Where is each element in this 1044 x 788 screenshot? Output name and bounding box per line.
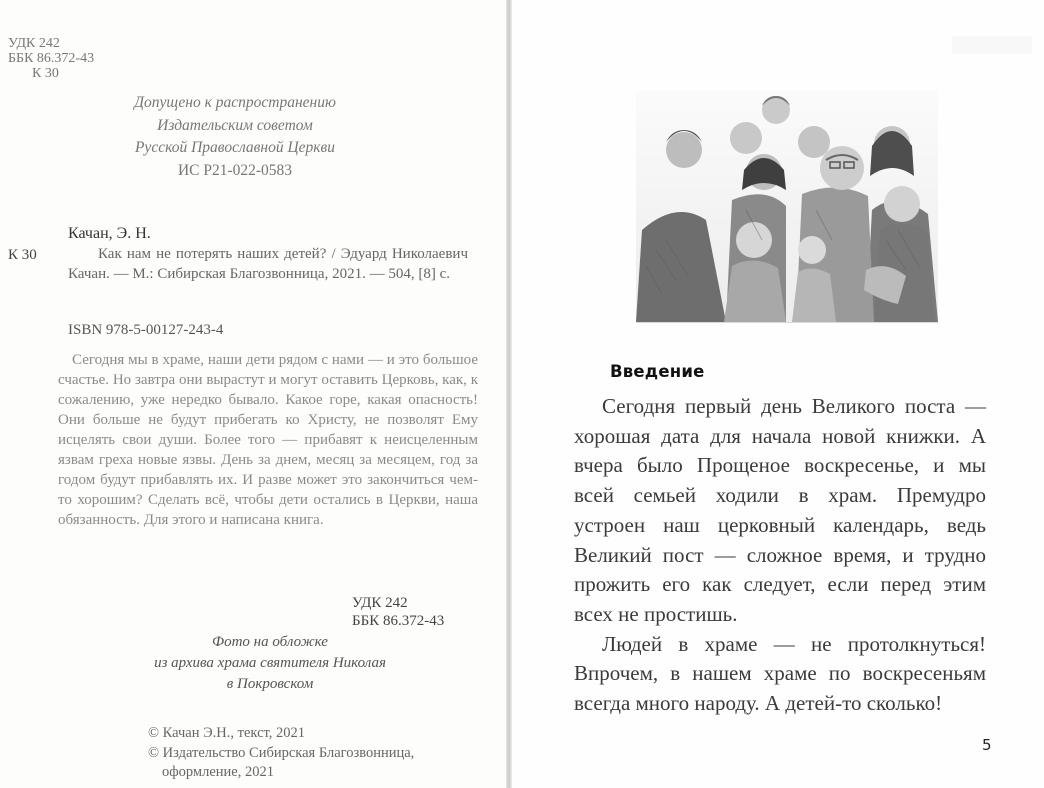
introduction-page — [512, 0, 1044, 788]
permission-line: Русской Православной Церкви — [134, 139, 336, 156]
citation-text: Как нам не потерять наших детей? / Эдуард Николаевич Качан. — М.: Сибирская Благозвонница, 2021. — 504, [8] с. — [68, 246, 468, 282]
credit-line: Фото на обложке — [212, 634, 328, 650]
cover-photo-credit — [120, 632, 420, 695]
copyright-block — [148, 724, 414, 783]
chapter-heading: Введение — [610, 362, 705, 381]
copyright-line: © Качан Э.Н., текст, 2021 — [148, 725, 306, 741]
classification-codes — [8, 36, 94, 81]
udk-code: УДК 242 — [8, 36, 60, 51]
bibliographic-citation — [68, 244, 468, 284]
credit-line: в Покровском — [226, 676, 314, 692]
author-name: Качан, Э. Н. — [68, 225, 151, 242]
annotation-text: Сегодня мы в храме, наши дети рядом с нами — и это большое счастье. Но завтра они вырастут и могут оставить Церковь, как, к сожалению, уже нередко бывало. Какое горе, какая опасность! Они больше не будут прибегать ко Христу, не позволят Ему исцелять свои души. Более того — прибавят к неисцеленным язвам греха новые язвы. День за днем, месяц за месяцем, год за годом будут прибавлять их. И разве может это закончиться чем-то хорошим? Сделать всё, чтобы дети остались в Церкви, наша обязанность. Для этого и написана книга. — [58, 352, 478, 528]
introduction-text — [574, 392, 986, 719]
cutter-mark: К 30 — [8, 247, 37, 263]
paragraph: Сегодня первый день Великого поста — хорошая дата для начала новой книжки. А вчера было Прощеное воскресенье, и мы всей семьей ходили в храм. Премудро устроен наш церковный календарь, ведь Великий пост — сложное время, и трудно прожить его как следует, если перед этим всех не простишь. — [574, 394, 986, 626]
permission-line: Допущено к распространению — [134, 94, 336, 111]
copyright-line: оформление, 2021 — [162, 764, 274, 780]
family-photo — [636, 90, 938, 323]
author-mark: К 30 — [32, 66, 59, 81]
bottom-classification — [352, 594, 444, 630]
permission-code: ИС Р21-022-0583 — [177, 161, 293, 179]
page-edge-smudge — [952, 36, 1032, 54]
imprint-page — [0, 0, 508, 788]
bbk-code-bottom: ББК 86.372-43 — [352, 613, 445, 629]
permission-block — [70, 92, 400, 182]
isbn: ISBN 978-5-00127-243-4 — [68, 322, 224, 338]
annotation — [58, 350, 478, 530]
udk-code-bottom: УДК 242 — [352, 595, 408, 611]
credit-line: из архива храма святителя Николая — [154, 655, 386, 671]
paragraph: Людей в храме — не протолкнуться! Впрочем, в нашем храме по воскресеньям всегда много народу. А детей-то сколько! — [574, 631, 986, 716]
bbk-code: ББК 86.372-43 — [8, 51, 95, 66]
page-number: 5 — [982, 736, 992, 754]
copyright-line: © Издательство Сибирская Благозвонница, — [148, 744, 415, 761]
permission-line: Издательским советом — [157, 116, 313, 134]
family-photo-illustration — [636, 90, 938, 322]
